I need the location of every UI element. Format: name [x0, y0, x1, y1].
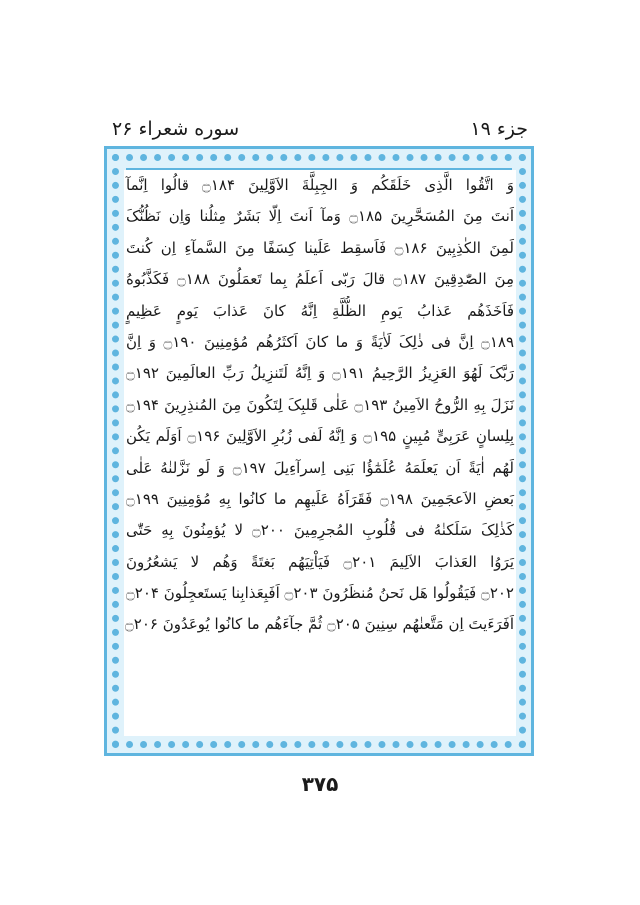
text-line	[124, 704, 516, 735]
text-line: نَزَلَ بِهِ الرُّوحُ الاَمِینُ ۝۱۹۳ عَلٰی قَلبِکَ لِتَکُونَ مِنَ المُنذِرِینَ ۝۱۹۴	[126, 395, 515, 414]
juz-label: جزء ۱۹	[470, 118, 528, 140]
text-line: لَمِنَ الکٰذِبِینَ ۝۱۸۶ فَاَسقِط عَلَینا کِسَفًا مِنَ السَّمآءِ اِن کُنتَ	[126, 238, 514, 257]
page-number: ۳۷۵	[301, 772, 339, 796]
text-line: ۝۲۰۲ فَیَقُولُوا هَل نَحنُ مُنظَرُونَ ۝۲۰۳ اَفَبِعَذابِنا یَستَعجِلُونَ ۝۲۰۴	[126, 584, 514, 603]
text-line: اَفَرَءَیتَ اِن مَتَّعنٰهُم سِنِینَ ۝۲۰۵ ثُمَّ جآءَهُم ما کانُوا یُوعَدُونَ ۝۲۰۶	[124, 615, 514, 634]
text-line: ۝۱۸۹ اِنَّ فی ذٰلِکَ لَاٰیَةً وَ ما کانَ اَکثَرُهُم مُؤمِنِینَ ۝۱۹۰ وَ اِنَّ	[126, 332, 515, 351]
text-line: رَبَّکَ لَهُوَ العَزِیزُ الرَّحِیمُ ۝۱۹۱ وَ اِنَّهُ لَتَنزِیلُ رَبِّ العالَمِینَ ۝۱۹۲	[126, 364, 514, 383]
text-line: فَاَخَذَهُم عَذابُ یَومِ الظُّلَّةِ اِنَّهُ کانَ عَذابَ یَومٍ عَظِیمٍ	[126, 301, 514, 320]
text-line	[124, 672, 516, 703]
text-line: یَرَوُا العَذابَ الاَلِیمَ ۝۲۰۱ فَیَاْتِیَهُم بَغتَةً وَهُم لا یَشعُرُونَ	[126, 552, 514, 571]
text-line	[124, 641, 516, 672]
text-line: بِلِسانٍ عَرَبِیٍّ مُبِینٍ ۝۱۹۵ وَ اِنَّهُ لَفی زُبُرِ الاَوَّلِینَ ۝۱۹۶ اَوَلَم یَکُن	[126, 427, 514, 446]
text-line: لَهُم اٰیَةً اَن یَعلَمَهُ عُلَمٰٓؤُا بَنِی اِسرآءِیلَ ۝۱۹۷ وَ لَو نَزَّلنٰهُ عَلٰی	[126, 458, 514, 477]
surah-label: سوره شعراء ۲۶	[112, 118, 240, 140]
text-line: اَنتَ مِنَ المُسَحَّرِینَ ۝۱۸۵ وَمآ اَنتَ اِلّا بَشَرٌ مِثلُنا وَاِن نَظُنُّکَ	[126, 207, 514, 226]
text-line: بَعضِ الاَعجَمِینَ ۝۱۹۸ فَقَرَاَهُ عَلَیهِم ما کانُوا بِهِ مُؤمِنِینَ ۝۱۹۹	[126, 489, 514, 508]
text-line: وَ اتَّقُوا الَّذِی خَلَقَکُم وَ الجِبِلَّةَ الاَوَّلِینَ ۝۱۸۴ قالُوا اِنَّمآ	[126, 176, 515, 194]
page-header	[112, 118, 528, 148]
text-line: کَذٰلِکَ سَلَکنٰهُ فی قُلُوبِ المُجرِمِینَ ۝۲۰۰ لا یُؤمِنُونَ بِهِ حَتّٰی	[126, 521, 514, 540]
text-line: مِنَ الصّٰدِقِینَ ۝۱۸۷ قالَ رَبّی اَعلَمُ بِما تَعمَلُونَ ۝۱۸۸ فَکَذَّبُوهُ	[126, 270, 515, 289]
quran-text	[124, 170, 516, 736]
